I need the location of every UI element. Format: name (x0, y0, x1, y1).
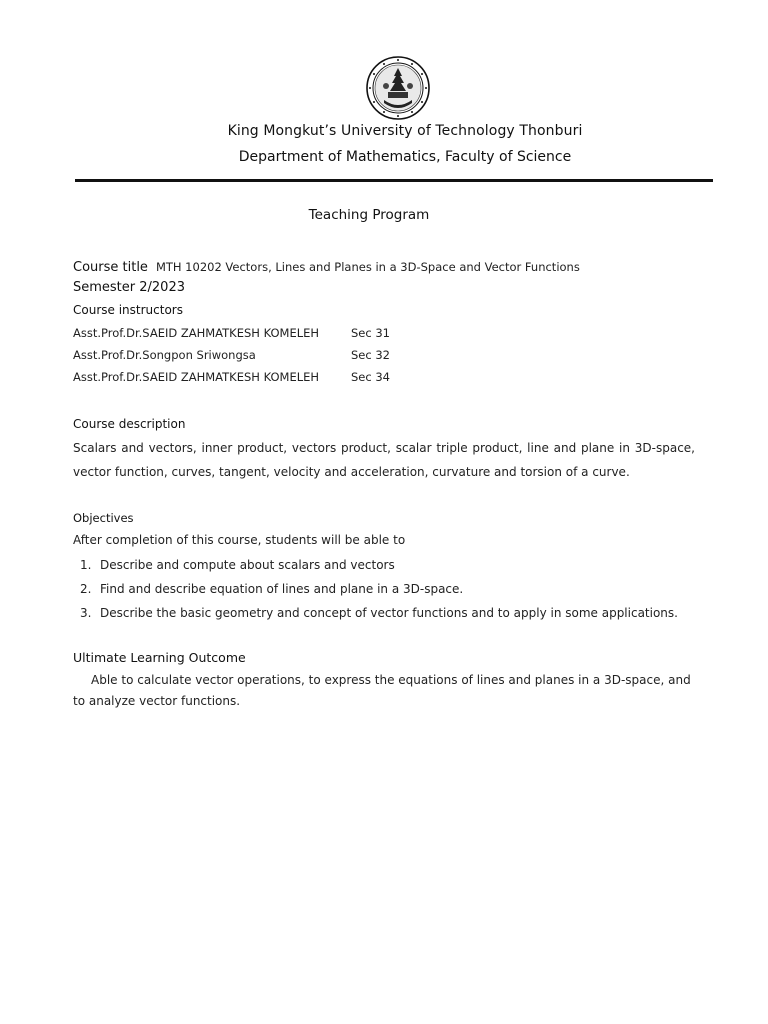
instructor-name: Asst.Prof.Dr.SAEID ZAHMATKESH KOMELEH (73, 326, 320, 340)
instructor-row (73, 348, 390, 362)
objectives-label: Objectives (73, 511, 134, 525)
description-label: Course description (73, 417, 186, 431)
objectives-intro: After completion of this course, students will be able to (73, 533, 406, 547)
semester: Semester 2/2023 (73, 280, 185, 295)
course-title-label: Course title (73, 260, 148, 275)
list-item: 2. Find and describe equation of lines and plane in a 3D-space. (80, 582, 464, 596)
list-item: 3. Describe the basic geometry and concept of vector functions and to apply in some applications. (80, 606, 678, 620)
document-title: Teaching Program (308, 207, 430, 223)
list-item: 1. Describe and compute about scalars and vectors (80, 558, 395, 572)
ulo-text: Able to calculate vector operations, to express the equations of lines and planes in a 3D-space, and to analyze vector functions. (73, 673, 691, 708)
course-title-value: MTH 10202 Vectors, Lines and Planes in a 3D-Space and Vector Functions (155, 260, 580, 274)
university-seal-icon (366, 56, 430, 120)
header-divider (75, 179, 713, 182)
instructor-section: Sec 31 (351, 326, 390, 340)
instructor-name: Asst.Prof.Dr.Songpon Sriwongsa (73, 348, 256, 362)
ulo-label: Ultimate Learning Outcome (73, 650, 246, 665)
instructor-name: Asst.Prof.Dr.SAEID ZAHMATKESH KOMELEH (73, 370, 320, 384)
instructor-row (73, 326, 390, 340)
instructors-label: Course instructors (73, 303, 183, 317)
university-name: King Mongkut’s University of Technology Thonburi (227, 123, 583, 139)
objectives-list (80, 556, 678, 628)
instructor-row (73, 370, 390, 384)
course-title-row (73, 256, 580, 275)
description-text: Scalars and vectors, inner product, vectors product, scalar triple product, line and plane in 3D-space, vector function, curves, tangent, velocity and acceleration, curvature and torsion of a curve. (73, 441, 695, 479)
instructor-section: Sec 32 (351, 348, 390, 362)
department-name: Department of Mathematics, Faculty of Science (238, 149, 572, 165)
instructor-section: Sec 34 (351, 370, 390, 384)
